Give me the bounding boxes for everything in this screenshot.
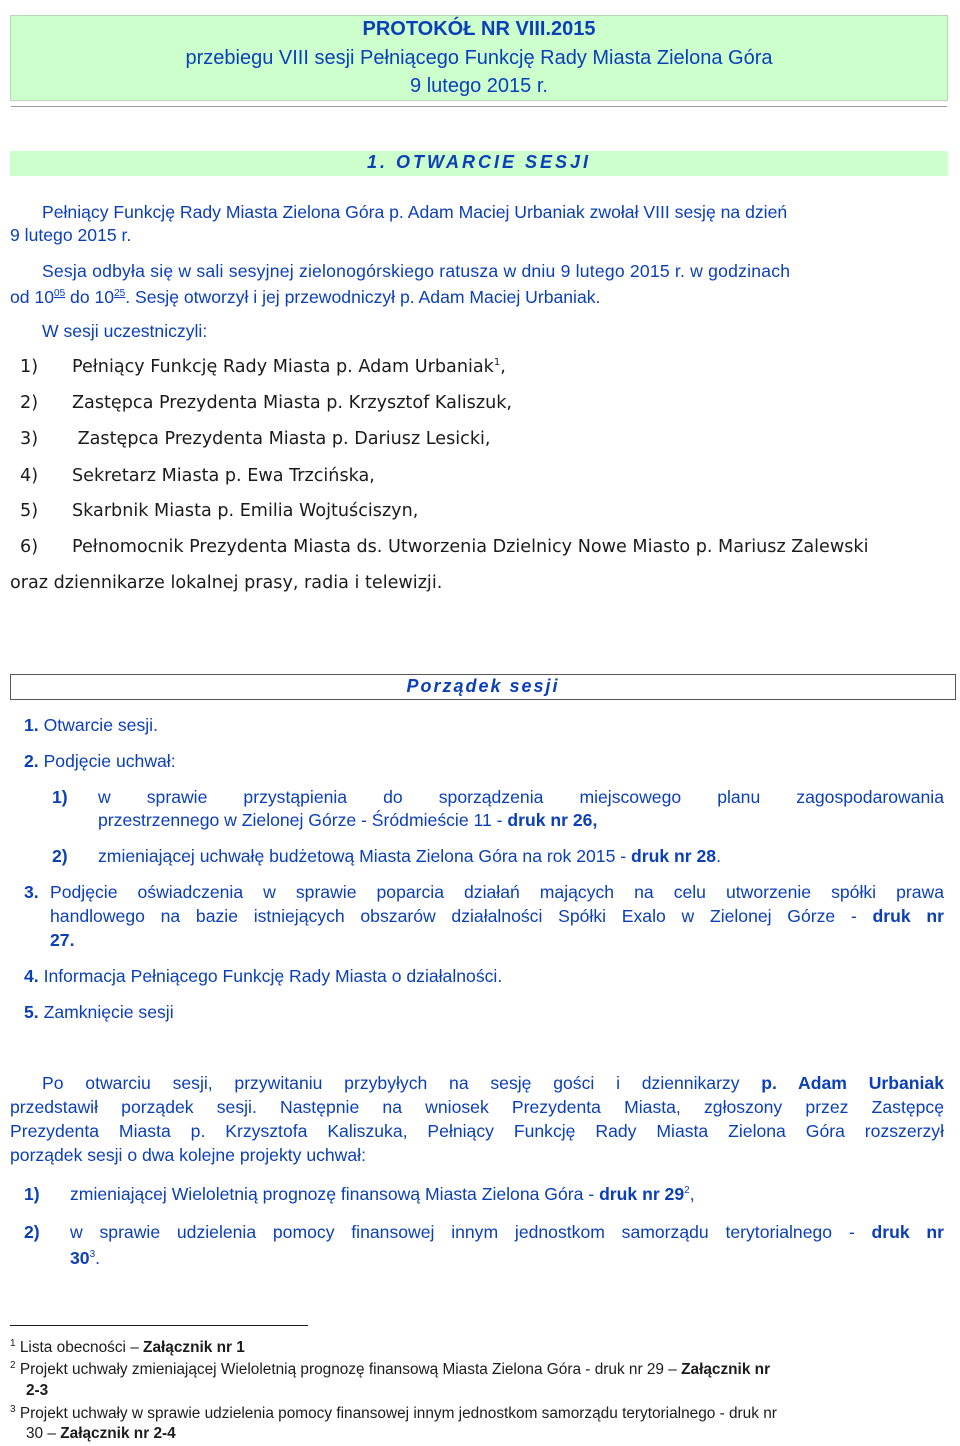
agenda-title: Porządek sesji	[406, 676, 560, 696]
body-line-3: Prezydenta Miasta p. Krzysztofa Kaliszuka, Pełniący Funkcję Rady Miasta Zielona Góra rozszerzył	[10, 1121, 944, 1141]
participant-text: Pełnomocnik Prezydenta Miasta ds. Utworzenia Dzielnicy Nowe Miasto p. Mariusz Zalewski	[72, 537, 869, 557]
footnote-3	[10, 1404, 944, 1423]
participant-text: Skarbnik Miasta p. Emilia Wojtuściszyn,	[72, 501, 419, 521]
subitem-number: 1)	[52, 787, 68, 807]
participant-number: 3)	[20, 429, 39, 449]
agenda-item-2	[24, 751, 176, 772]
document-subtitle: przebiegu VIII sesji Pełniącego Funkcję Rady Miasta Zielona Góra	[185, 47, 773, 69]
footnote-ref: 1	[493, 357, 501, 369]
participant-text: Zastępca Prezydenta Miasta p. Krzysztof Kaliszuk,	[72, 393, 512, 413]
footnote-2	[10, 1360, 944, 1379]
participant-item	[20, 429, 491, 449]
print-number: 30	[70, 1248, 90, 1268]
footnote-3-line-2	[26, 1425, 176, 1443]
agenda-item-5	[24, 1002, 174, 1023]
agenda-subitem-number	[52, 787, 68, 808]
intro-line-1: Pełniący Funkcję Rady Miasta Zielona Góra p. Adam Maciej Urbaniak zwołał VIII sesję na dzień	[42, 202, 788, 222]
footnote-bold: 2-3	[26, 1382, 49, 1399]
agenda-item-number: 1.	[24, 715, 39, 735]
footnote-bold: Załącznik nr	[681, 1361, 771, 1379]
agenda-item-3-line-1: Podjęcie oświadczenia w sprawie poparcia działań mających na celu utworzenie spółki prawa	[50, 882, 944, 902]
footnote-ref: 3	[89, 1249, 96, 1261]
agenda-item-number: 4.	[24, 966, 39, 986]
subitem-number: 2)	[52, 846, 68, 866]
participant-tail: ,	[500, 357, 506, 377]
punctuation: ,	[689, 1184, 695, 1204]
participant-item	[20, 537, 868, 557]
participant-text: Sekretarz Miasta p. Ewa Trzcińska,	[72, 466, 375, 486]
agenda-item-1	[24, 715, 158, 736]
footnote-text: Projekt uchwały w sprawie udzielenia pomocy finansowej innym jednostkom samorządu terytorialnego - druk nr	[19, 1405, 777, 1423]
participant-item	[20, 393, 512, 413]
item-text: w sprawie udzielenia pomocy finansowej innym jednostkom samorządu terytorialnego -	[70, 1222, 872, 1242]
section-heading-bar	[10, 151, 948, 176]
print-number: druk nr 28	[630, 846, 717, 866]
body-line-1	[42, 1073, 944, 1094]
time-end: do 10	[65, 286, 115, 307]
time-start: od 10	[10, 286, 55, 307]
agenda-subitem-1-line-1: w sprawie przystąpienia do sporządzenia miejscowego planu zagospodarowania	[98, 787, 944, 807]
print-number: druk nr 26	[507, 810, 593, 830]
subitem-text: przestrzennego w Zielonej Górze - Śródmieście 11 -	[98, 810, 508, 830]
participant-number: 6)	[20, 537, 39, 557]
body-line-2: przedstawił porządek sesji. Następnie na wniosek Prezydenta Miasta, zgłoszony przez Zastępcę	[10, 1097, 944, 1117]
agenda-subitem-2	[98, 846, 721, 867]
participant-text: Zastępca Prezydenta Miasta p. Dariusz Lesicki,	[72, 429, 491, 449]
punctuation: ,	[592, 810, 598, 830]
participant-number: 2)	[20, 393, 39, 413]
session-line-2-rest: . Sesję otworzył i jej przewodniczył p. Adam Maciej Urbaniak.	[125, 286, 601, 307]
print-number: druk nr	[872, 906, 945, 926]
agenda-item-3-line-3	[50, 930, 74, 951]
agenda-subitem-number	[52, 846, 68, 867]
punctuation: .	[716, 846, 721, 866]
time-start-minutes: 05	[54, 288, 66, 299]
participant-number: 5)	[20, 501, 39, 521]
print-number: druk nr	[871, 1222, 944, 1242]
footnote-mark: 3	[10, 1404, 16, 1415]
session-line-1: Sesja odbyła się w sali sesyjnej zielonogórskiego ratusza w dniu 9 lutego 2015 r. w godzinach	[42, 261, 791, 281]
footnote-bold: Załącznik nr 1	[143, 1339, 245, 1357]
body-line-4: porządek sesji o dwa kolejne projekty uchwał:	[10, 1145, 366, 1165]
agenda-item-number	[24, 882, 39, 903]
item-number: 2)	[24, 1222, 40, 1242]
participant-number: 4)	[20, 466, 39, 486]
agenda-heading-box	[10, 674, 956, 700]
agenda-subitem-1-line-2	[98, 810, 597, 831]
footnote-text: 30 –	[26, 1425, 61, 1442]
new-item-number	[24, 1184, 40, 1205]
time-end-minutes: 25	[114, 288, 126, 299]
agenda-item-number: 5.	[24, 1002, 39, 1022]
footnote-mark: 2	[10, 1360, 16, 1371]
agenda-item-4	[24, 966, 502, 987]
footnote-2-line-2	[26, 1382, 48, 1400]
footnote-bold: Załącznik nr 2-4	[60, 1425, 176, 1442]
item-text: zmieniającej Wieloletnią prognozę finansową Miasta Zielona Góra -	[70, 1184, 600, 1204]
document-date: 9 lutego 2015 r.	[410, 75, 548, 97]
print-number: 27	[50, 930, 70, 950]
footnote-mark: 1	[10, 1338, 16, 1349]
participant-item	[20, 466, 375, 486]
punctuation: .	[69, 930, 75, 950]
agenda-item-text: Podjęcie uchwał:	[38, 751, 176, 771]
item-number: 1)	[24, 1184, 40, 1204]
agenda-item-number: 2.	[24, 751, 39, 771]
participant-text: Pełniący Funkcję Rady Miasta p. Adam Urbaniak	[72, 357, 494, 377]
participant-number: 1)	[20, 357, 39, 377]
subitem-text: zmieniającej uchwałę budżetową Miasta Zielona Góra na rok 2015 -	[98, 846, 631, 866]
punctuation: .	[95, 1248, 101, 1268]
participants-footer: oraz dziennikarze lokalnej prasy, radia i telewizji.	[10, 573, 443, 593]
new-item-2-line-1	[70, 1222, 944, 1243]
agenda-item-3-line-2	[50, 906, 944, 927]
item-text: handlowego na bazie istniejących obszarów działalności Spółki Exalo w Zielonej Górze -	[50, 906, 873, 926]
section-title: 1. OTWARCIE SESJI	[366, 152, 592, 172]
footnote-text: Projekt uchwały zmieniającej Wieloletnią prognozę finansową Miasta Zielona Góra - druk nr 29 –	[19, 1361, 682, 1379]
session-line-2	[10, 283, 600, 308]
item-number: 3.	[24, 882, 39, 902]
footnote-separator	[10, 1325, 308, 1326]
footnote-ref: 2	[684, 1185, 690, 1197]
new-item-2-line-2	[70, 1248, 100, 1269]
document-header	[10, 15, 948, 101]
body-text: Po otwarciu sesji, przywitaniu przybyłych na sesję gości i dziennikarzy	[42, 1073, 762, 1093]
participant-item	[20, 501, 418, 521]
intro-line-2: 9 lutego 2015 r.	[10, 225, 132, 245]
participant-item	[20, 357, 506, 377]
print-number: druk nr 29	[599, 1184, 685, 1204]
participants-label: W sesji uczestniczyli:	[42, 321, 208, 341]
footnote-1	[10, 1338, 245, 1357]
agenda-item-text: Zamknięcie sesji	[38, 1002, 174, 1022]
agenda-item-text: Informacja Pełniącego Funkcję Rady Miasta o działalności.	[38, 966, 503, 986]
new-item-1	[70, 1184, 695, 1205]
document-title: PROTOKÓŁ NR VIII.2015	[362, 18, 596, 40]
new-item-number	[24, 1222, 40, 1243]
footnote-text: Lista obecności –	[19, 1339, 144, 1357]
agenda-item-text: Otwarcie sesji.	[38, 715, 158, 735]
body-bold: p. Adam Urbaniak	[761, 1073, 944, 1093]
